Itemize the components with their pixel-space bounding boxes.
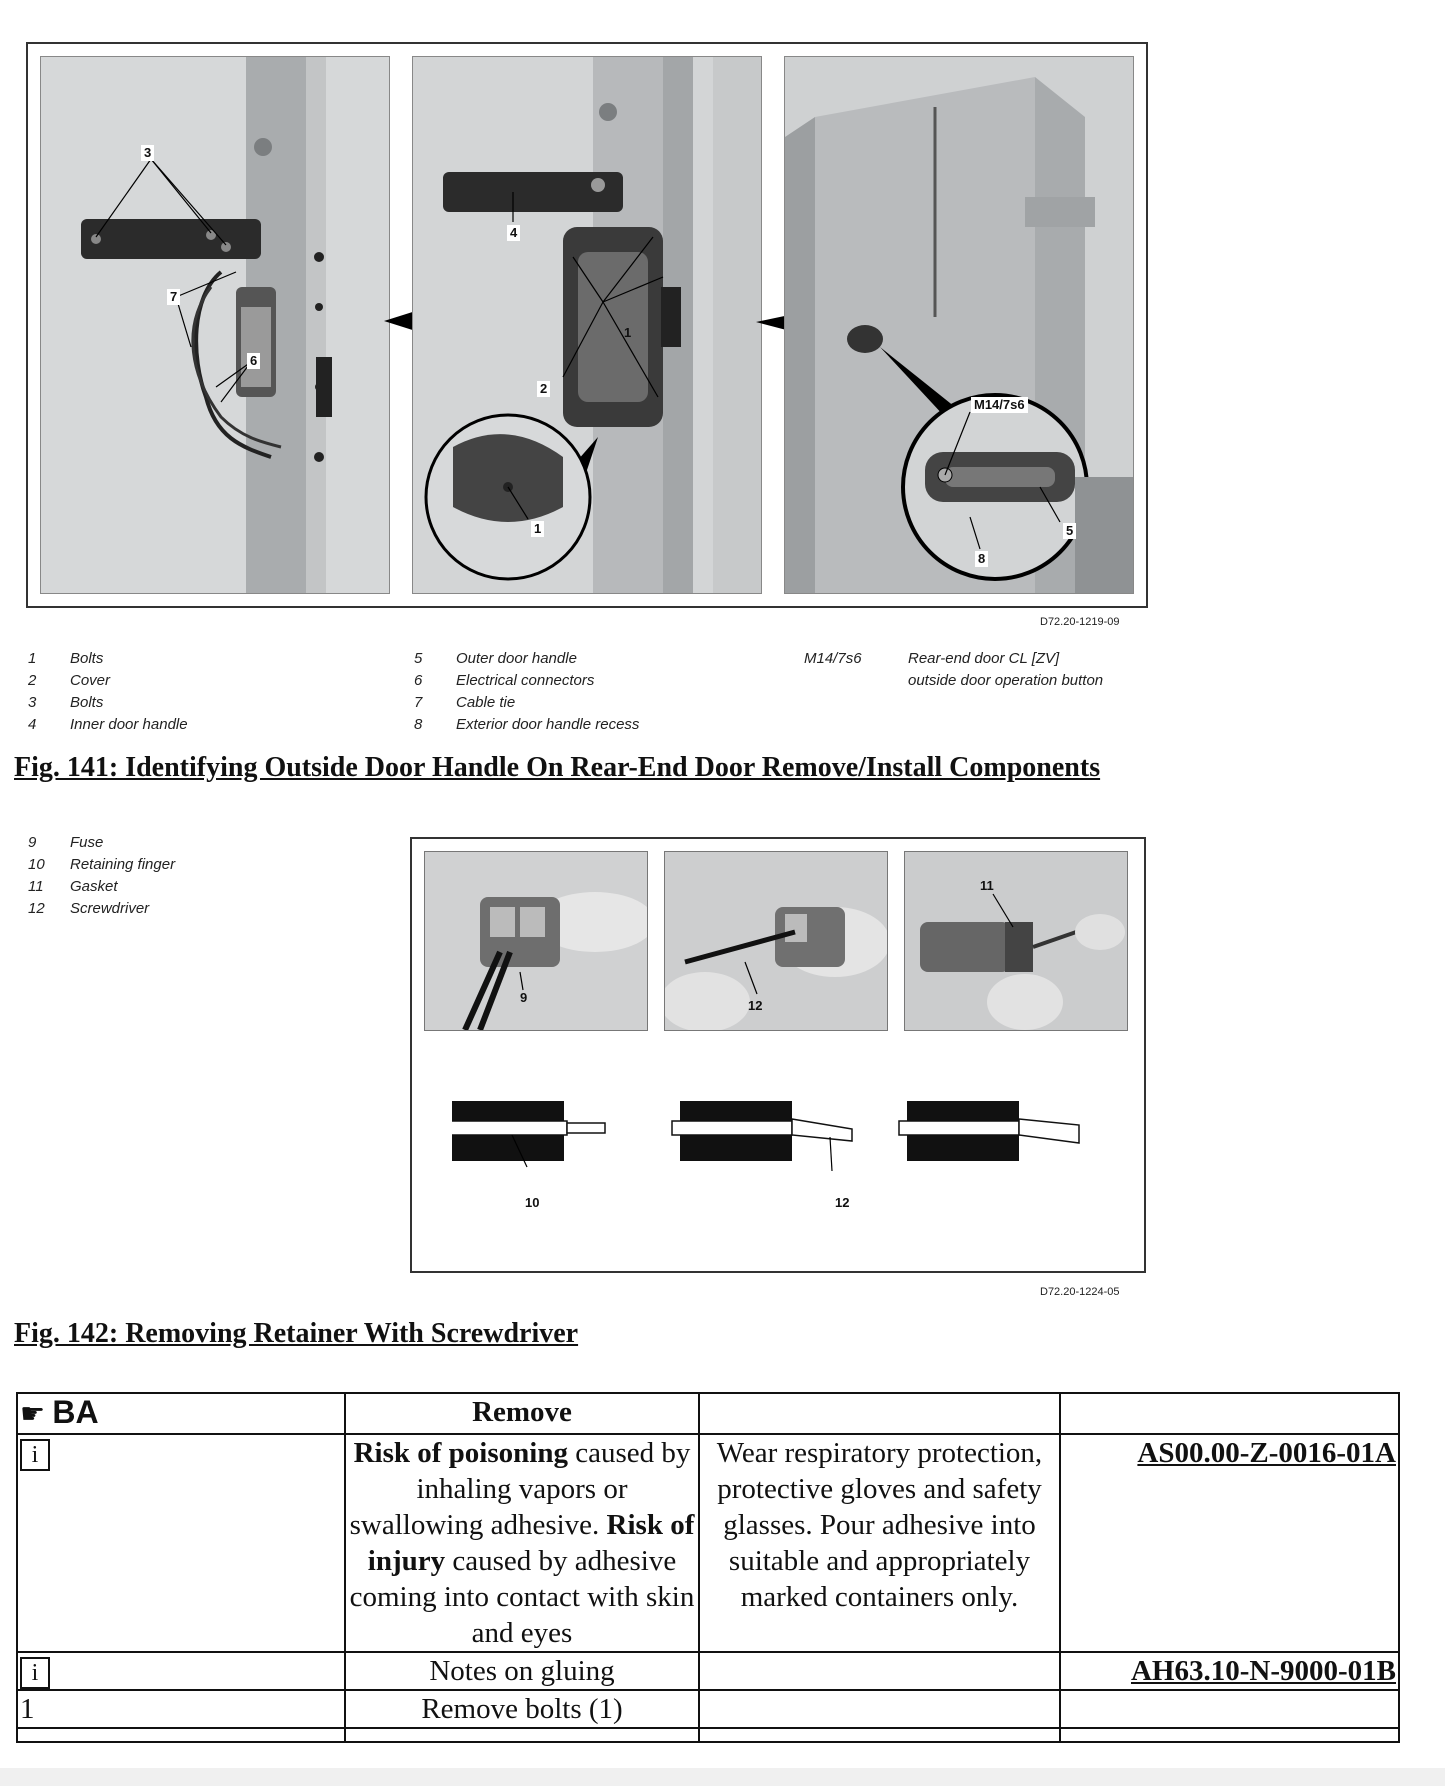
remove-heading: Remove [345,1393,699,1434]
retainer-schematics [452,1101,1112,1201]
legend-item: 11 Gasket [28,878,118,895]
partial-cell [1060,1728,1399,1742]
table-row [17,1690,1399,1728]
callout-1-lower: 1 [531,521,544,537]
empty-cell [699,1652,1060,1690]
empty-cell [699,1690,1060,1728]
legend-141-col2 [414,648,639,736]
callout-8: 8 [975,551,988,567]
notes-on-gluing-cell: Notes on gluing [345,1652,699,1690]
callout-2: 2 [537,381,550,397]
legend-item: 2 Cover [28,672,111,689]
legend-item: 12 Screwdriver [28,900,150,917]
panel-cover-removal [412,56,762,594]
protective-measures-cell: Wear respiratory protection, protective gloves and safety glasses. Pour adhesive into suitable and appropriately marked containers only. [699,1434,1060,1652]
ba-cell [17,1393,345,1434]
info-cell [17,1434,345,1652]
reference-link-as00[interactable]: AS00.00-Z-0016-01A [1060,1434,1399,1652]
photo-gasket [904,851,1128,1031]
figure-141-caption: Fig. 141: Identifying Outside Door Handle On Rear-End Door Remove/Install Components [14,752,1101,783]
empty-ref-cell [1060,1690,1399,1728]
callout-12-photo: 12 [748,998,763,1013]
callout-6: 6 [247,353,260,369]
callout-11: 11 [980,878,994,893]
table-row-partial [17,1728,1399,1742]
callout-12-diagram: 12 [835,1195,850,1210]
legend-item: 8 Exterior door handle recess [414,716,640,733]
risk-cell: Risk of poisoning caused by inhaling vapors or swallowing adhesive. Risk of injury caused by adhesive coming into contact with skin and eyes [345,1434,699,1652]
ba-label: BA [52,1394,99,1430]
figure-141 [26,42,1148,608]
callout-5: 5 [1063,523,1076,539]
photo-1-illustration [425,852,647,1030]
info-cell [17,1652,345,1690]
legend-item: 9 Fuse [28,834,104,851]
partial-cell [699,1728,1060,1742]
figure-141-id: D72.20-1219-09 [1040,616,1120,628]
info-icon: i [20,1439,50,1471]
table-row [17,1434,1399,1652]
callout-9: 9 [520,990,528,1005]
figure-142-id: D72.20-1224-05 [1040,1286,1120,1298]
empty-header-ref-cell [1060,1393,1399,1434]
legend-item: 4 Inner door handle [28,716,188,733]
legend-item-continued: outside door operation button [908,672,1104,689]
partial-cell [345,1728,699,1742]
step-text-cell: Remove bolts (1) [345,1690,699,1728]
panel-inner-door-handle [40,56,390,594]
legend-142 [28,832,175,920]
table-header-row [17,1393,1399,1434]
panel-3-illustration [785,57,1133,593]
legend-item: 6 Electrical connectors [414,672,595,689]
legend-item: 1 Bolts [28,650,104,667]
pointing-hand-icon: ☛ [20,1399,46,1430]
photo-screwdriver [664,851,888,1031]
callout-4: 4 [507,225,520,241]
legend-141-col1 [28,648,188,736]
callout-1-upper: 1 [624,325,632,340]
legend-item: 7 Cable tie [414,694,516,711]
legend-item: 5 Outer door handle [414,650,577,667]
photo-2-illustration [665,852,887,1030]
legend-141-col3 [804,648,1103,692]
photo-3-illustration [905,852,1127,1030]
bottom-scroll-strip [0,1768,1445,1786]
callout-7: 7 [167,289,180,305]
empty-header-cell [699,1393,1060,1434]
partial-cell [17,1728,345,1742]
step-number-cell: 1 [17,1690,345,1728]
legend-item: 3 Bolts [28,694,104,711]
legend-item: 10 Retaining finger [28,856,176,873]
figure-142-caption: Fig. 142: Removing Retainer With Screwdriver [14,1318,579,1349]
figure-142 [410,837,1146,1273]
panel-rear-end-door [784,56,1134,594]
panel-1-illustration [41,57,389,593]
legend-item: M14/7s6 Rear-end door CL [ZV] [804,650,1060,667]
procedure-table [16,1392,1400,1743]
table-row [17,1652,1399,1690]
callout-10: 10 [525,1195,540,1210]
callout-m14-7s6: M14/7s6 [971,397,1028,413]
panel-2-illustration [413,57,761,593]
info-icon: i [20,1657,50,1689]
reference-link-ah63[interactable]: AH63.10-N-9000-01B [1060,1652,1399,1690]
callout-3: 3 [141,145,154,161]
photo-fuse [424,851,648,1031]
